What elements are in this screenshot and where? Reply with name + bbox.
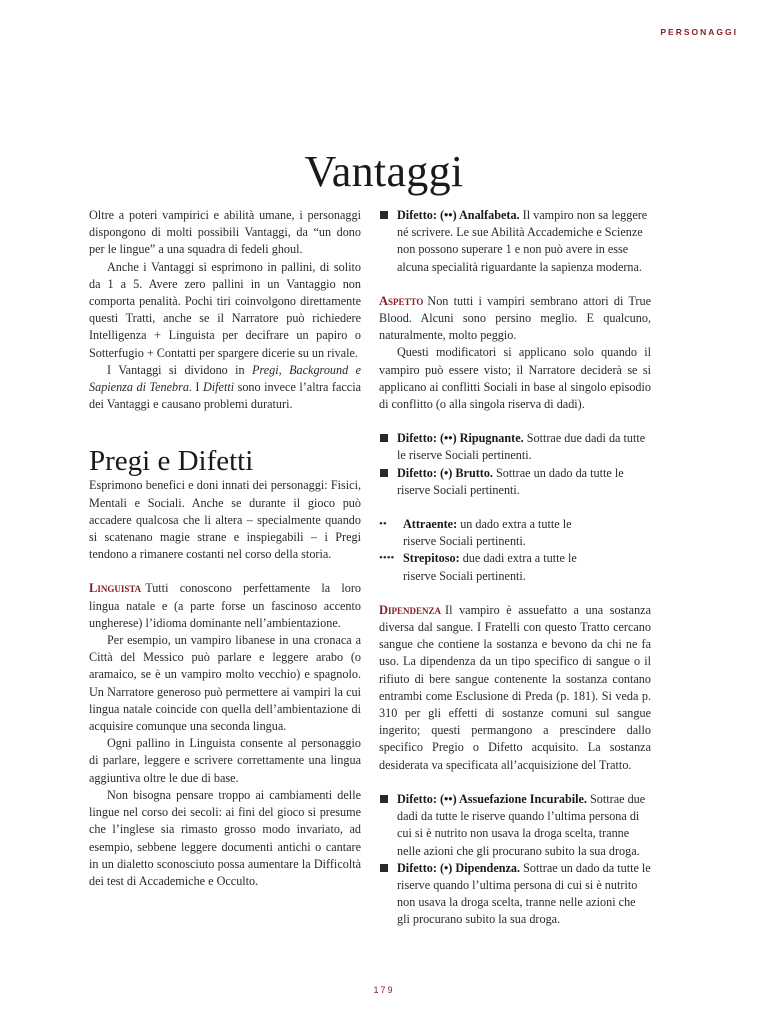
linguista-paragraph-4: Non bisogna pensare troppo ai cambiamenti delle lingue nel corso dei secoli: ai fini del gioco si presume che l’inglese sia rimasto grosso modo invariato, ad esempio, sebbene leggere documenti antichi o cantare in un dialetto sconosciuto possa aumentare la Difficoltà dei test di Accademiche e Occulto. [89,787,361,888]
linguista-paragraph-2: Per esempio, un vampiro libanese in una cronaca a Città del Messico può parlare e leggere arabo (o aramaico, se è un vampiro molto vecchio) e spagnolo. Un Narratore generoso può permettere ai vampiri la cui lingua natale coincide con quella dell’ambientazione di acquisire comunque una seconda lingua. [89,633,361,734]
dipendenza-label: Dipendenza [379,602,442,617]
page-title: Vantaggi [304,147,464,196]
dots-rating: •••• [379,552,395,565]
flaw-assuefazione: Difetto: (••) Assuefazione Incurabile. Sottrae due dadi da tutte le riserve quando l’ultima persona di cui si è nutrito non usava la droga scelta, tranne nelle azioni che gli procurano subito la sua droga. [379,791,651,860]
aspetto-paragraph: Aspetto Non tutti i vampiri sembrano attori di True Blood. Alcuni sono persino meglio. E qualcuno, naturalmente, molto peggio. [379,293,651,343]
merit-strepitoso: •••• Strepitoso: due dadi extra a tutte le riserve Sociali pertinenti. [379,551,577,583]
linguista-label: Linguista [89,581,142,596]
merit-attraente: •• Attraente: un dado extra a tutte le riserve Sociali pertinenti. [379,517,572,549]
flaw-brutto: Difetto: (•) Brutto. Sottrae un dado da tutte le riserve Sociali pertinenti. [379,465,651,499]
aspetto-label: Aspetto [379,293,424,308]
right-column [379,207,651,929]
section-heading-pregi-difetti: Pregi e Difetti [89,445,254,478]
intro-paragraph-2: Anche i Vantaggi si esprimono in pallini, di solito da 1 a 5. Avere zero pallini in un Vantaggio non comporta penalità. Pochi tiri coinvolgono direttamente questi Tratti, anche se il Narratore può richiedere Intelligenza + Linguista per decifrare un papiro o Sotterfugio + Contatti per spargere dicerie su un rivale. [89,259,361,360]
flaw-analfabeta: Difetto: (••) Analfabeta. Il vampiro non sa leggere né scrivere. Le sue Abilità Accademiche e Scienze non possono superare 1 e non può avere in esse alcuna specialità riguardante la sapienza moderna. [379,207,651,276]
bullet-square-icon [380,795,388,803]
running-header: PERSONAGGI [660,27,738,37]
pregi-intro: Esprimono benefici e doni innati dei personaggi: Fisici, Mentali e Sociali. Anche se durante il gioco può accadere qualcosa che li altera – specialmente quando si scatenano magie strane e inspiegabili – i Pregi tendono a rimanere costanti nel corso della storia. [89,478,361,562]
intro-paragraph-3: I Vantaggi si dividono in Pregi, Background e Sapienza di Tenebra. I Difetti sono invece l’altra faccia dei Vantaggi e causano problemi duraturi. [89,362,361,412]
flaw-ripugnante: Difetto: (••) Ripugnante. Sottrae due dadi da tutte le riserve Sociali pertinenti. [379,430,651,464]
bullet-square-icon [380,864,388,872]
bullet-square-icon [380,211,388,219]
flaw-dipendenza: Difetto: (•) Dipendenza. Sottrae un dado da tutte le riserve quando l’ultima persona di cui si è nutrito non usava la droga scelta, tranne nelle azioni che gli procurano subito la sua droga. [379,860,651,929]
left-column [89,207,361,890]
linguista-paragraph: Linguista Tutti conoscono perfettamente la loro lingua natale e (a parte forse un fascinoso accento ungherese) l’idioma dominante nell’ambientazione. [89,581,361,630]
linguista-paragraph-3: Ogni pallino in Linguista consente al personaggio di parlare, leggere e scrivere correttamente una lingua aggiuntiva oltre le due di base. [89,736,361,785]
page-number: 179 [373,985,395,995]
dots-rating: •• [379,518,387,531]
bullet-square-icon [380,469,388,477]
intro-paragraph-1: Oltre a poteri vampirici e abilità umane, i personaggi dispongono di molti possibili Vantaggi, da “un dono per le lingue” a una squadra di fedeli ghoul. [89,208,361,257]
bullet-square-icon [380,434,388,442]
aspetto-paragraph-2: Questi modificatori si applicano solo quando il vampiro può essere visto; il Narratore deciderà se si applicano ai conflitti Sociali in base al singolo episodio di conflitto (o alla singola riserva di dadi). [379,345,651,412]
dipendenza-paragraph: Dipendenza Il vampiro è assuefatto a una sostanza diversa dal sangue. I Fratelli con questo Tratto cercano sangue che contiene la sostanza e bevono da chi ne fa uso. La dipendenza da un tipo specifico di sangue o il rifiuto di bere sangue contenente la sostanza contano entrambi come Esclusione di Preda (p. 181). Si veda p. 310 per gli effetti di sostanze comuni sul sangue ingerito; questi permangono a prescindere dallo specifico Pregio o Difetto acquisito. La sostanza desiderata va specificata all’acquisizione del Tratto. [379,602,651,772]
